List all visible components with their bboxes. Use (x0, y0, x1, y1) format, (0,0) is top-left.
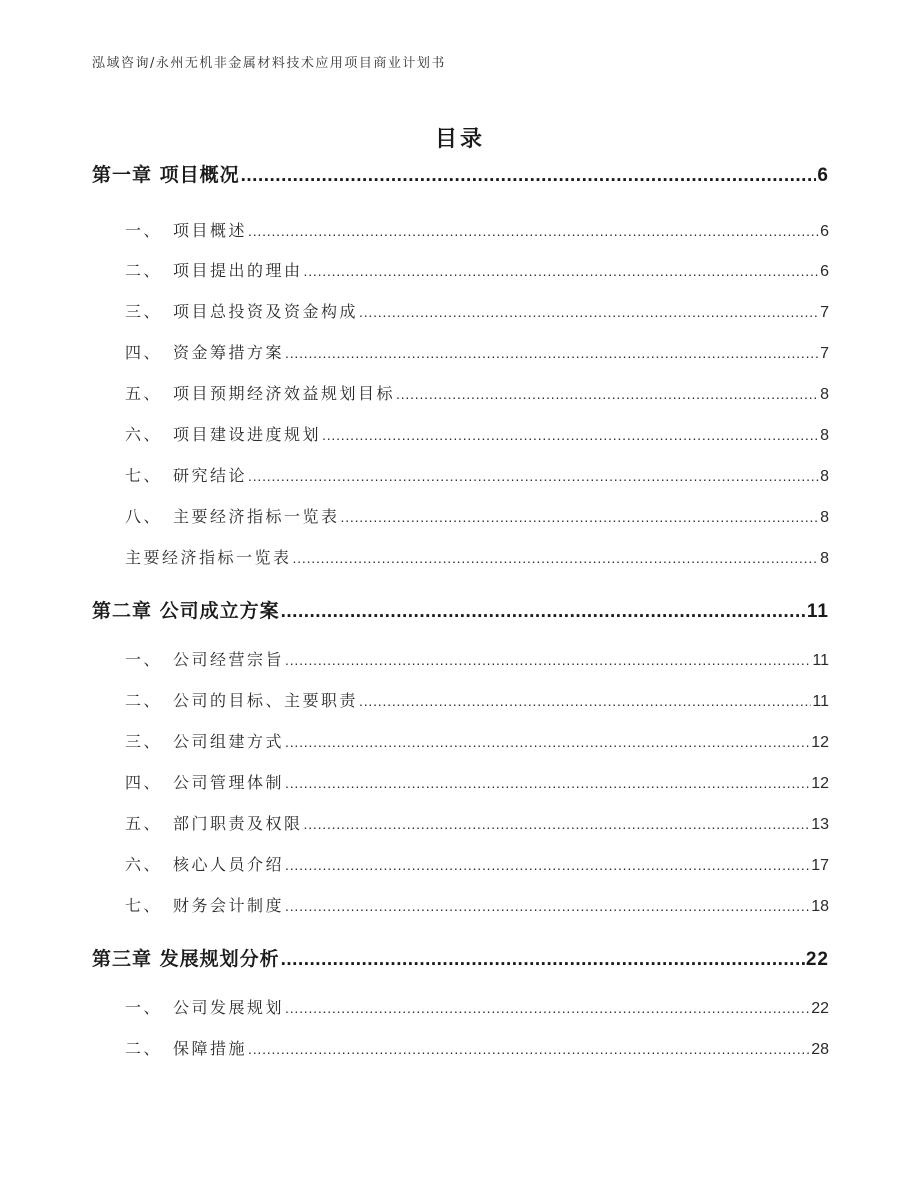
toc-page-number: 6 (820, 223, 829, 240)
dot-leader (322, 427, 819, 443)
toc-page-number: 8 (820, 427, 829, 444)
toc-section-entry[interactable] (125, 299, 829, 322)
toc-entry-number: 二、 (125, 691, 163, 710)
dot-leader (285, 734, 810, 750)
toc-entry-number: 一、 (125, 998, 163, 1017)
toc-page-number: 7 (820, 304, 829, 321)
dot-leader (285, 898, 810, 914)
toc-entry-text: 第三章 发展规划分析 (92, 948, 280, 970)
toc-entry-text: 项目概述 (173, 221, 248, 240)
toc-entry-text: 财务会计制度 (173, 896, 285, 915)
toc-section-entry[interactable] (125, 995, 829, 1018)
toc-page-number: 18 (811, 898, 829, 915)
toc-entry-label (125, 504, 340, 527)
toc-section-entry[interactable] (125, 463, 829, 486)
toc-entry-text: 主要经济指标一览表 (125, 548, 292, 567)
dot-leader (359, 693, 811, 709)
toc-entry-label (125, 381, 395, 404)
toc-section-entry[interactable] (125, 545, 829, 568)
toc-entry-text: 第二章 公司成立方案 (92, 600, 280, 622)
toc-section-entry[interactable] (125, 688, 829, 711)
document-header: 泓域咨询/永州无机非金属材料技术应用项目商业计划书 (92, 56, 446, 71)
toc-title: 目录 (434, 127, 485, 152)
toc-entry-text: 公司组建方式 (173, 732, 285, 751)
toc-section-entry[interactable] (125, 893, 829, 916)
toc-entry-number: 五、 (125, 814, 163, 833)
toc-section-entry[interactable] (125, 852, 829, 875)
toc-entry-text: 项目总投资及资金构成 (173, 302, 359, 321)
toc-chapter-entry[interactable] (92, 596, 829, 623)
dot-leader (281, 949, 805, 971)
toc-page-number: 11 (806, 601, 829, 622)
dot-leader (281, 601, 806, 623)
toc-section-entry[interactable] (125, 218, 829, 241)
toc-section-entry[interactable] (125, 811, 829, 834)
toc-entry-text: 研究结论 (173, 466, 248, 485)
dot-leader (241, 165, 817, 187)
dot-leader (359, 304, 819, 320)
toc-entry-number: 二、 (125, 261, 163, 280)
dot-leader (285, 652, 811, 668)
toc-entry-number: 七、 (125, 896, 163, 915)
toc-entry-label (125, 770, 284, 793)
dot-leader (248, 223, 819, 239)
toc-entry-label (125, 299, 358, 322)
toc-entry-number: 八、 (125, 507, 163, 526)
toc-entry-label (125, 463, 247, 486)
toc-chapter-entry[interactable] (92, 944, 829, 971)
toc-entry-label (125, 218, 247, 241)
toc-entry-label (125, 852, 284, 875)
dot-leader (285, 1000, 810, 1016)
toc-entry-number: 一、 (125, 221, 163, 240)
toc-entry-label (125, 340, 284, 363)
dot-leader (248, 468, 819, 484)
toc-entry-number: 六、 (125, 425, 163, 444)
toc-entry-text: 主要经济指标一览表 (173, 507, 340, 526)
toc-entry-number: 五、 (125, 384, 163, 403)
toc-page-number: 8 (820, 550, 829, 567)
dot-leader (304, 816, 811, 832)
toc-page-number: 28 (811, 1041, 829, 1058)
toc-page-number: 12 (811, 734, 829, 751)
toc-page-number: 22 (811, 1000, 829, 1017)
toc-page-number: 7 (820, 345, 829, 362)
dot-leader (304, 263, 820, 279)
toc-entry-label (125, 545, 292, 568)
toc-page-number: 13 (811, 816, 829, 833)
toc-section-entry[interactable] (125, 1036, 829, 1059)
toc-page-number: 6 (817, 165, 829, 186)
toc-entry-number: 一、 (125, 650, 163, 669)
toc-entry-text: 部门职责及权限 (173, 814, 303, 833)
toc-entry-label (92, 944, 280, 971)
toc-entry-number: 六、 (125, 855, 163, 874)
toc-page-number: 22 (805, 949, 829, 970)
toc-entry-label (92, 160, 240, 187)
toc-entry-label (125, 647, 284, 670)
toc-entry-label (125, 995, 284, 1018)
toc-page-number: 8 (820, 509, 829, 526)
toc-entry-text: 第一章 项目概况 (92, 164, 240, 186)
toc-entry-label (125, 258, 303, 281)
toc-page-number: 8 (820, 386, 829, 403)
dot-leader (285, 857, 810, 873)
toc-entry-label (125, 688, 358, 711)
toc-entry-number: 七、 (125, 466, 163, 485)
toc-entry-text: 项目预期经济效益规划目标 (173, 384, 396, 403)
dot-leader (341, 509, 820, 525)
toc-entry-label (125, 811, 303, 834)
toc-entry-number: 二、 (125, 1039, 163, 1058)
toc-section-entry[interactable] (125, 422, 829, 445)
toc-section-entry[interactable] (125, 770, 829, 793)
toc-section-entry[interactable] (125, 258, 829, 281)
toc-entry-text: 公司经营宗旨 (173, 650, 285, 669)
toc-section-entry[interactable] (125, 381, 829, 404)
toc-entry-label (125, 1036, 247, 1059)
toc-entry-label (125, 729, 284, 752)
toc-entry-text: 公司发展规划 (173, 998, 285, 1017)
toc-entry-text: 公司管理体制 (173, 773, 285, 792)
toc-section-entry[interactable] (125, 729, 829, 752)
toc-page-number: 6 (820, 263, 829, 280)
toc-entry-number: 四、 (125, 773, 163, 792)
toc-entry-text: 核心人员介绍 (173, 855, 285, 874)
dot-leader (285, 345, 819, 361)
toc-page-number: 8 (820, 468, 829, 485)
toc-entry-number: 三、 (125, 732, 163, 751)
toc-entry-text: 保障措施 (173, 1039, 248, 1058)
toc-page-number: 12 (811, 775, 829, 792)
toc-entry-label (125, 893, 284, 916)
dot-leader (285, 775, 810, 791)
toc-entry-text: 公司的目标、主要职责 (173, 691, 359, 710)
toc-entry-text: 项目建设进度规划 (173, 425, 322, 444)
toc-entry-number: 四、 (125, 343, 163, 362)
toc-page-number: 17 (811, 857, 829, 874)
toc-entry-text: 资金筹措方案 (173, 343, 285, 362)
toc-entry-label (92, 596, 280, 623)
dot-leader (396, 386, 819, 402)
toc-section-entry[interactable] (125, 340, 829, 363)
dot-leader (248, 1041, 810, 1057)
toc-page-number: 11 (812, 652, 829, 669)
dot-leader (293, 550, 820, 566)
toc-section-entry[interactable] (125, 647, 829, 670)
toc-entry-label (125, 422, 321, 445)
toc-entry-text: 项目提出的理由 (173, 261, 303, 280)
toc-section-entry[interactable] (125, 504, 829, 527)
toc-page-number: 11 (812, 693, 829, 710)
toc-chapter-entry[interactable] (92, 160, 829, 187)
toc-entry-number: 三、 (125, 302, 163, 321)
